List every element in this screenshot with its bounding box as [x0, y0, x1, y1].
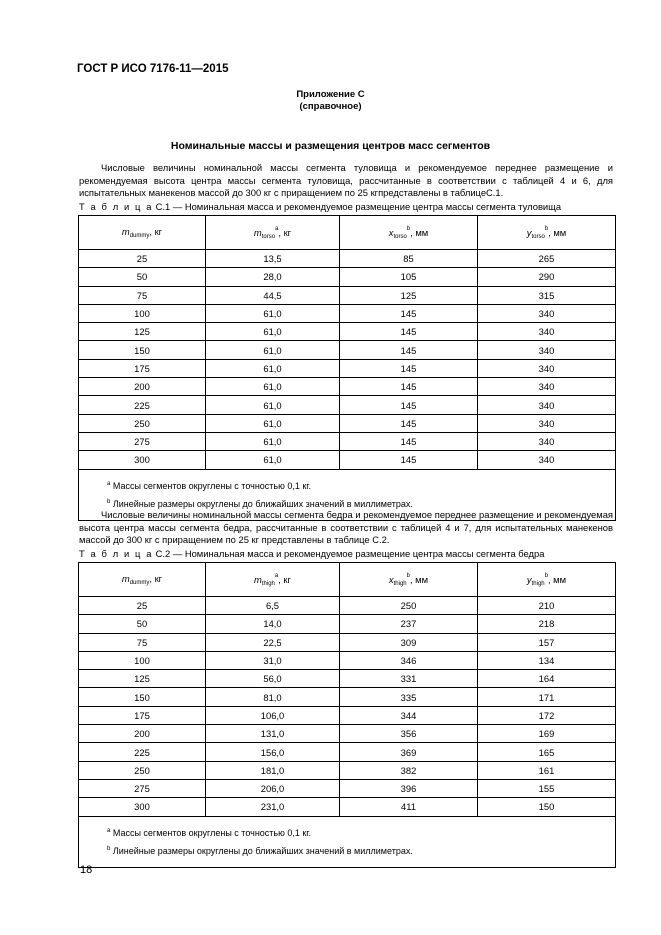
header-subscript: dummy [129, 233, 150, 239]
header-superscript: b [406, 572, 410, 579]
table-row [79, 414, 616, 432]
table-cell: 218 [478, 615, 616, 633]
table-row [79, 304, 616, 322]
header-unit: , мм [410, 226, 429, 238]
table-row [79, 761, 616, 779]
table-row [79, 743, 616, 761]
header-unit: , кг [149, 573, 163, 584]
table-cell: 340 [478, 432, 616, 450]
table-row [79, 432, 616, 450]
table-cell: 85 [340, 250, 478, 268]
header-superscript: b [544, 572, 548, 579]
table-cell: 340 [478, 323, 616, 341]
table-cell: 75 [79, 286, 206, 304]
table-row [79, 651, 616, 669]
header-subscript: torso [261, 233, 276, 240]
table1-header-cell [206, 216, 340, 250]
table-cell: 356 [340, 725, 478, 743]
table-cell: 156,0 [206, 743, 340, 761]
table1-header-cell [478, 216, 616, 250]
footnote [107, 841, 607, 859]
header-unit: , мм [409, 573, 429, 585]
table-cell: 50 [79, 615, 206, 633]
table-cell: 134 [478, 651, 616, 669]
footnote-mark: a [107, 827, 111, 834]
table-cell: 150 [79, 341, 206, 359]
table-cell: 61,0 [206, 396, 340, 414]
page-number: 18 [80, 864, 93, 876]
table1-body [79, 250, 616, 521]
table-cell: 61,0 [206, 432, 340, 450]
table-cell: 81,0 [206, 688, 340, 706]
table-cell: 344 [340, 706, 478, 724]
table-cell: 145 [340, 414, 478, 432]
header-symbol: x [388, 573, 394, 585]
table-cell: 145 [340, 378, 478, 396]
table-row [79, 688, 616, 706]
table-cell: 14,0 [206, 615, 340, 633]
table-cell: 150 [79, 688, 206, 706]
table-cell: 100 [79, 651, 206, 669]
table-cell: 145 [340, 451, 478, 469]
table-cell: 50 [79, 268, 206, 286]
table2-caption-text: С.2 — Номинальная масса и рекомендуемое размещение центра массы сегмента бедра [155, 548, 545, 559]
table-cell: 145 [340, 396, 478, 414]
footnote-mark: b [107, 498, 111, 505]
table-cell: 206,0 [206, 779, 340, 797]
header-subscript: thigh [531, 580, 545, 587]
table-cell: 61,0 [206, 304, 340, 322]
table-row [79, 323, 616, 341]
footnote [107, 476, 607, 494]
table-row [79, 451, 616, 469]
table-cell: 346 [340, 651, 478, 669]
header-symbol: m [253, 226, 262, 238]
table-cell: 169 [478, 725, 616, 743]
table-cell: 155 [478, 779, 616, 797]
table-row [79, 597, 616, 615]
table-row [79, 779, 616, 797]
table-cell: 175 [79, 706, 206, 724]
paragraph-intro-thigh: Числовые величины номинальной массы сегмента бедра и рекомендуемое переднее размещение и рекомендуемая высота центра массы сегмента бедра, рассчитанные в соответствии с таблицей 4 и 7, для испытательных манекенов массой до 300 кг с приращением по 25 кг представлены в таблице С.2. [79, 509, 613, 546]
table-cell: 31,0 [206, 651, 340, 669]
paragraph-intro-torso: Числовые величины номинальной массы сегмента туловища и рекомендуемое переднее размещение и рекомендуемая высота центра массы сегмента туловища, рассчитанные в соответствии с таблицей 4 и 6, для испытательных манекенов массой до 300 кг с приращением по 25 кгпредставлены в таблицеС.1. [79, 162, 613, 199]
table-cell: 172 [478, 706, 616, 724]
table-row [79, 706, 616, 724]
table-cell: 145 [340, 323, 478, 341]
table-cell: 164 [478, 670, 616, 688]
table-cell: 25 [79, 597, 206, 615]
header-superscript: b [406, 225, 411, 232]
table-cell: 131,0 [206, 725, 340, 743]
table-cell: 125 [340, 286, 478, 304]
table-cell: 250 [79, 414, 206, 432]
table-row [79, 396, 616, 414]
table-cell: 340 [478, 304, 616, 322]
table-cell: 145 [340, 359, 478, 377]
table-cell: 340 [478, 378, 616, 396]
table2-header-cell [206, 563, 340, 597]
table-cell: 200 [79, 378, 206, 396]
header-superscript: a [274, 572, 279, 579]
table-cell: 56,0 [206, 670, 340, 688]
table-cell: 105 [340, 268, 478, 286]
table-cell: 61,0 [206, 414, 340, 432]
header-symbol: m [121, 573, 130, 584]
table-cell: 171 [478, 688, 616, 706]
table-cell: 125 [79, 323, 206, 341]
table-row [79, 286, 616, 304]
table1-header-cell [340, 216, 478, 250]
table-cell: 125 [79, 670, 206, 688]
table2-header-cell [79, 563, 206, 597]
table-cell: 145 [340, 304, 478, 322]
table2-header-cell [340, 563, 478, 597]
table2-body [79, 597, 616, 868]
table-cell: 340 [478, 451, 616, 469]
table-cell: 231,0 [206, 798, 340, 816]
footnote [107, 823, 607, 841]
table-cell: 340 [478, 396, 616, 414]
table-cell: 181,0 [206, 761, 340, 779]
table-cell: 157 [478, 633, 616, 651]
table1-caption-prefix: Т а б л и ц а [79, 201, 154, 212]
table1-torso [78, 215, 616, 521]
footnote-text: Линейные размеры округлены до ближайших значений в миллиметрах. [110, 498, 413, 509]
table-cell: 369 [340, 743, 478, 761]
table-cell: 61,0 [206, 359, 340, 377]
table-cell: 210 [478, 597, 616, 615]
table-cell: 250 [79, 761, 206, 779]
table-cell: 309 [340, 633, 478, 651]
table-cell: 382 [340, 761, 478, 779]
table-cell: 145 [340, 341, 478, 359]
header-subscript: torso [393, 233, 407, 240]
section-title: Номинальные массы и размещения центров масс сегментов [170, 140, 491, 152]
appendix-title: Приложение С [296, 89, 365, 100]
table1-caption [79, 201, 561, 212]
header-unit: , кг [149, 226, 163, 237]
table-cell: 275 [79, 779, 206, 797]
table-cell: 335 [340, 688, 478, 706]
table2-header-row [79, 563, 616, 597]
table2-caption [79, 548, 544, 559]
table-row [79, 615, 616, 633]
table-row [79, 633, 616, 651]
table-cell: 145 [340, 432, 478, 450]
table-notes [79, 816, 616, 867]
header-symbol: m [121, 226, 130, 237]
table-cell: 250 [340, 597, 478, 615]
table-cell: 225 [79, 396, 206, 414]
table-cell: 340 [478, 359, 616, 377]
table1-caption-text: С.1 — Номинальная масса и рекомендуемое размещение центра массы сегмента туловища [155, 201, 562, 212]
table-cell: 150 [478, 798, 616, 816]
header-symbol: x [388, 226, 394, 238]
table-cell: 13,5 [206, 250, 340, 268]
table-cell: 25 [79, 250, 206, 268]
table-cell: 290 [478, 268, 616, 286]
table-row [79, 250, 616, 268]
footnote-text: Линейные размеры округлены до ближайших значений в миллиметрах. [110, 845, 413, 856]
table-cell: 165 [478, 743, 616, 761]
header-superscript: b [544, 225, 549, 232]
header-unit: , кг [278, 573, 291, 585]
table-row [79, 725, 616, 743]
appendix-subtitle: (справочное) [299, 101, 362, 112]
header-superscript: a [275, 225, 279, 232]
table-cell: 22,5 [206, 633, 340, 651]
footnote-text: Массы сегментов округлены с точностью 0,1 кг. [110, 480, 311, 491]
table-row [79, 378, 616, 396]
table-cell: 237 [340, 615, 478, 633]
table-cell: 61,0 [206, 378, 340, 396]
table-cell: 396 [340, 779, 478, 797]
table-cell: 61,0 [206, 323, 340, 341]
table-cell: 340 [478, 341, 616, 359]
table-cell: 100 [79, 304, 206, 322]
table-cell: 340 [478, 414, 616, 432]
table-cell: 61,0 [206, 341, 340, 359]
table-row [79, 268, 616, 286]
header-unit: , мм [547, 573, 567, 585]
table-row [79, 341, 616, 359]
table-cell: 315 [478, 286, 616, 304]
table-cell: 225 [79, 743, 206, 761]
table-cell: 200 [79, 725, 206, 743]
table1-header-cell [79, 216, 206, 250]
header-subscript: torso [531, 233, 545, 240]
header-symbol: m [254, 573, 262, 585]
header-subscript: thigh [393, 580, 407, 587]
table-row [79, 670, 616, 688]
table-cell: 265 [478, 250, 616, 268]
header-symbol: y [526, 573, 532, 585]
table-cell: 6,5 [206, 597, 340, 615]
table-cell: 331 [340, 670, 478, 688]
table-cell: 61,0 [206, 451, 340, 469]
table2-thigh [78, 562, 616, 868]
table-cell: 411 [340, 798, 478, 816]
table-cell: 28,0 [206, 268, 340, 286]
document-header: ГОСТ Р ИСО 7176-11—2015 [77, 63, 229, 75]
header-symbol: y [526, 226, 532, 238]
table-cell: 275 [79, 432, 206, 450]
footnote-mark: b [107, 845, 111, 852]
header-unit: , кг [278, 226, 292, 238]
table-cell: 106,0 [206, 706, 340, 724]
table1-header-row [79, 216, 616, 250]
header-unit: , мм [548, 226, 567, 238]
table-cell: 75 [79, 633, 206, 651]
table-row [79, 798, 616, 816]
header-subscript: dummy [129, 580, 150, 586]
table-cell: 175 [79, 359, 206, 377]
table-row [79, 359, 616, 377]
table-cell: 300 [79, 798, 206, 816]
table-cell: 300 [79, 451, 206, 469]
header-subscript: thigh [261, 580, 275, 587]
table-notes-row [79, 816, 616, 867]
footnote-mark: a [107, 480, 111, 487]
table-cell: 161 [478, 761, 616, 779]
table2-caption-prefix: Т а б л и ц а [79, 548, 154, 559]
table-cell: 44,5 [206, 286, 340, 304]
table2-header-cell [478, 563, 616, 597]
footnote-text: Массы сегментов округлены с точностью 0,1 кг. [110, 827, 311, 838]
